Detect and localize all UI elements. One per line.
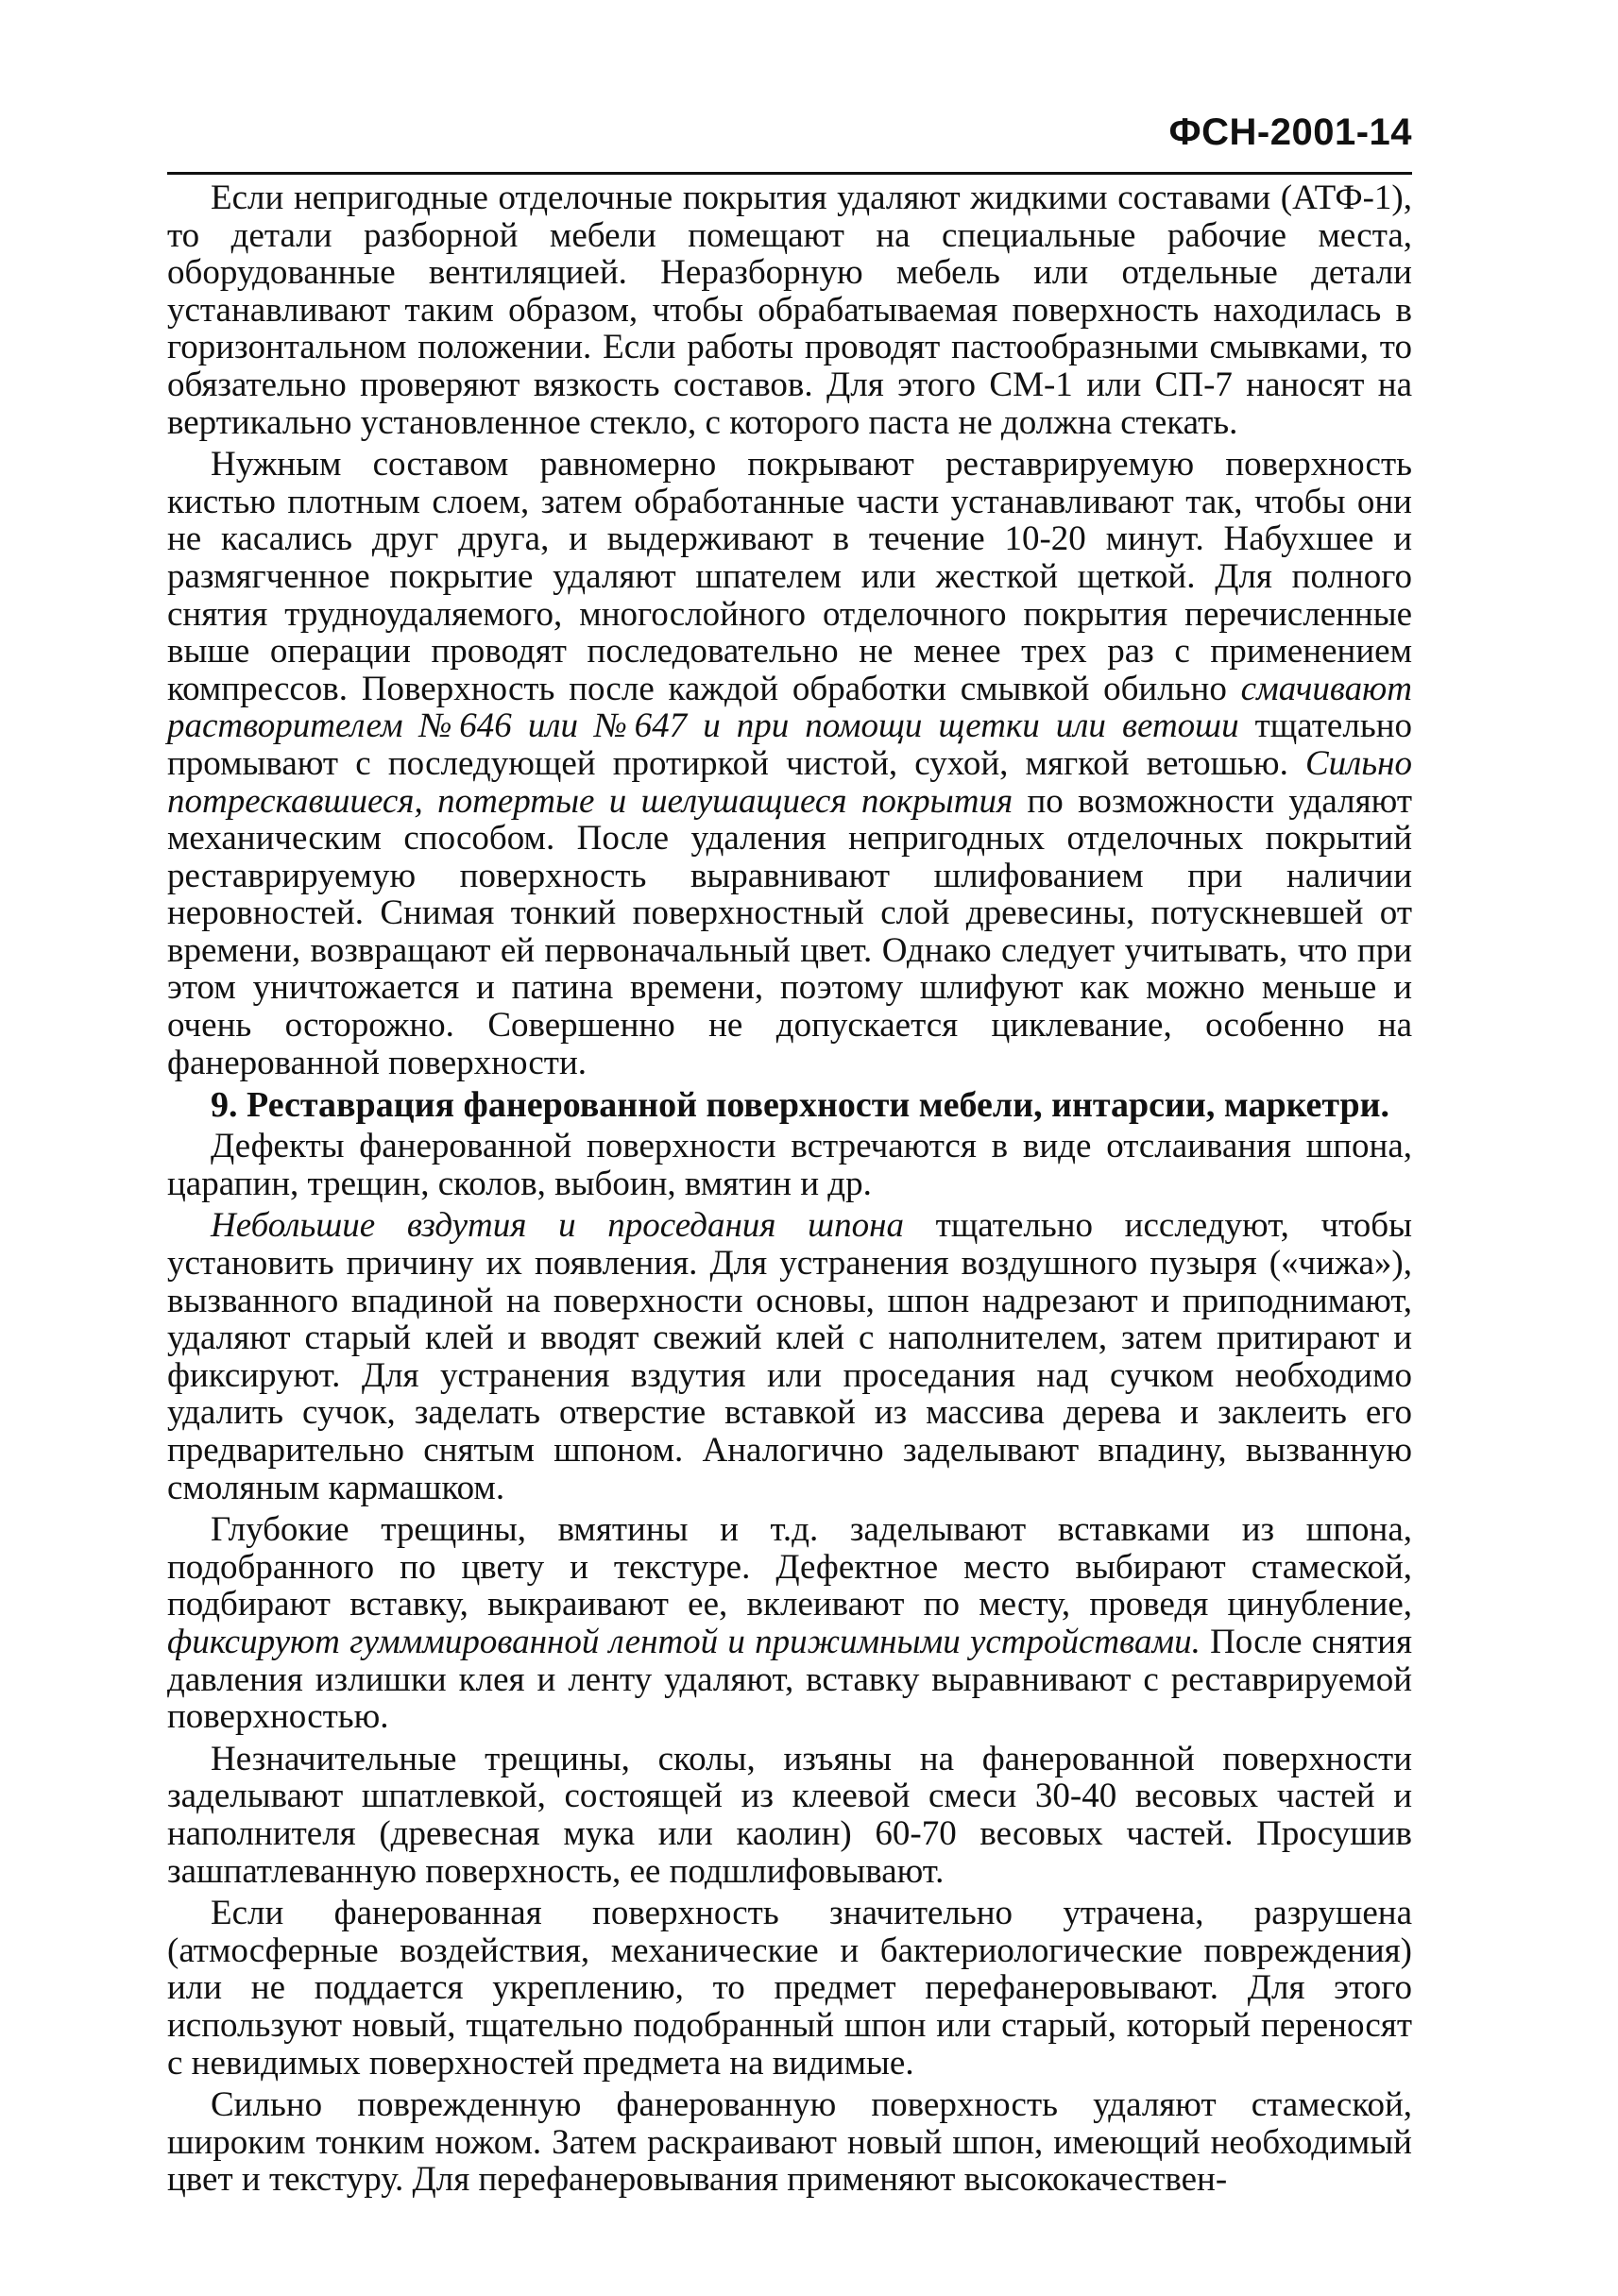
paragraph-2-part-a: Нужным составом равномерно покрывают реставрируемую поверхность кистью плотным слоем, затем обработанные части устанавливают так, чтобы они не касались друг друга, и выдерживают в течение 10-20 минут. Набухшее и размягченное покрытие удаляют шпателем или жесткой щеткой. Для полного снятия трудноудаляемого, многослойного отделочного покрытия перечисленные выше операции проводят последовательно не менее трех раз с применением компрессов. Поверхность после каждой обработки смывкой обильно [167, 445, 1412, 708]
paragraph-7: Если фанерованная поверхность значительно утрачена, разрушена (атмосферные воздействия, механические и бактериологические повреждения) или не поддается укреплению, то предмет перефанеровывают. Для этого используют новый, тщательно подобранный шпон или старый, который переносят с невидимых поверхностей предмета на видимые. [167, 1894, 1412, 2083]
paragraph-1: Если непригодные отделочные покрытия удаляют жидкими составами (АТФ-1), то детали разборной мебели помещают на специальные рабочие места, оборудованные вентиляцией. Неразборную мебель или отдельные детали устанавливают таким образом, чтобы обрабатываемая поверхность находилась в горизонтальном положении. Если работы проводят пастообразными смывками, то обязательно проверяют вязкость составов. Для этого СМ-1 или СП-7 наносят на вертикально установленное стекло, с которого паста не должна стекать. [167, 179, 1412, 442]
paragraph-2-italic-solvent: смачивают растворителем №646 или №647 и при помощи щетки или ветоши [167, 669, 1412, 746]
paragraph-6: Незначительные трещины, сколы, изъяны на фанерованной поверхности заделывают шпатлевкой, состоящей из клеевой смеси 30-40 весовых частей и наполнителя (древесная мука или каолин) 60-70 весовых частей. Просушив зашпатлеванную поверхность, ее подшлифовывают. [167, 1739, 1412, 1891]
paragraph-8: Сильно поврежденную фанерованную поверхность удаляют стамеской, широким тонким ножом. Затем раскраивают новый шпон, имеющий необходимый цвет и текстуру. Для перефанеровывания применяют высококачествен- [167, 2085, 1412, 2200]
paragraph-5-part-a: Глубокие трещины, вмятины и т.д. заделывают вставками из шпона, подобранного по цвету и текстуре. Дефектное место выбирают стамеской, подбирают вставку, выкраивают ее, вклеивают по месту, проведя цинубление, [167, 1510, 1412, 1624]
document-code: ФСН-2001-14 [1168, 111, 1412, 153]
header-rule [167, 172, 1412, 175]
paragraph-2-part-c: тщательно промывают с последующей протиркой чистой, сухой, мягкой ветошью. [167, 706, 1412, 783]
paragraph-4-italic-lead: Небольшие вздутия и проседания шпона [211, 1206, 904, 1246]
paragraph-2-part-e: по возможности удаляют механическим способом. После удаления непригодных отделочных покрытий реставрируемую поверхность выравнивают шлифованием при наличии неровностей. Снимая тонкий поверхностный слой древесины, потускневшей от времени, возвращают ей первоначальный цвет. Однако следует учитывать, что при этом уничтожается и патина времени, поэтому шлифуют как можно меньше и очень осторожно. Совершенно не допускается циклевание, особенно на фанерованной поверхности. [167, 781, 1412, 1082]
paragraph-2 [167, 446, 1412, 1081]
paragraph-3: Дефекты фанерованной поверхности встречаются в виде отслаивания шпона, царапин, трещин, сколов, выбоин, вмятин и др. [167, 1127, 1412, 1203]
paragraph-4 [167, 1207, 1412, 1506]
paragraph-4-part-b: тщательно исследуют, чтобы установить причину их появления. Для устранения воздушного пузыря («чижа»), вызванного впадиной на поверхности основы, шпон надрезают и приподнимают, удаляют старый клей и вводят свежий клей с наполнителем, затем притирают и фиксируют. Для устранения вздутия или проседания над сучком необходимо удалить сучок, заделать отверстие вставкой из массива дерева и заклеить его предварительно снятым шпоном. Аналогично заделывают впадину, вызванную смоляным кармашком. [167, 1206, 1412, 1507]
paragraph-5-italic-fixing: фиксируют гумммированной лентой и прижимными устройствами. [167, 1622, 1201, 1661]
paragraph-2-italic-coatings: Сильно потрескавшиеся, потертые и шелушащиеся покрытия [167, 743, 1412, 821]
section-heading-9: 9. Реставрация фанерованной поверхности мебели, интарсии, маркетри. [211, 1085, 1390, 1126]
paragraph-5 [167, 1511, 1412, 1736]
paragraph-5-part-c: После снятия давления излишки клея и ленту удаляют, вставку выравнивают с реставрируемой поверхностью. [167, 1622, 1412, 1737]
document-body [167, 179, 1412, 2199]
